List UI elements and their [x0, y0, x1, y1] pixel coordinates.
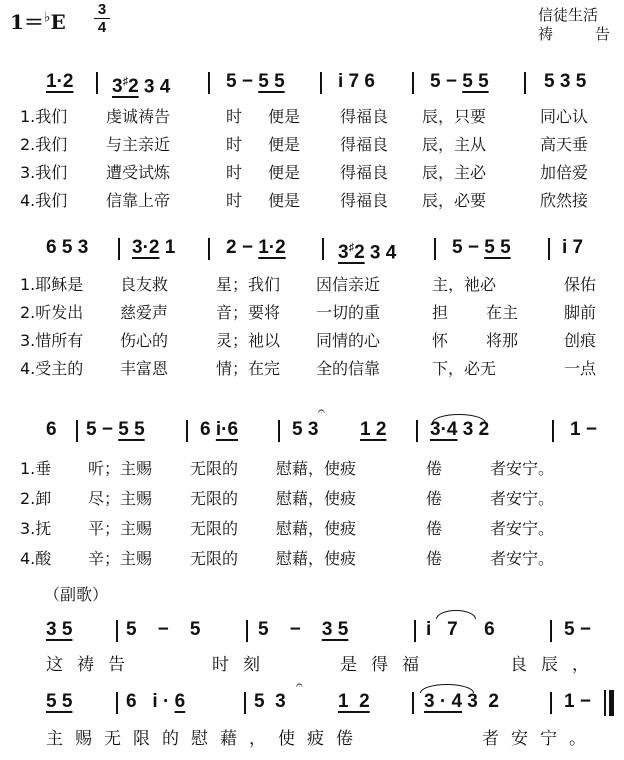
final-barline-thin	[604, 690, 606, 716]
barline	[414, 620, 416, 642]
note-group: 6 5 3	[46, 237, 89, 258]
note-group: i 7	[562, 237, 584, 258]
fermata-icon: 𝄐	[318, 404, 325, 418]
note-group: 5 3	[254, 691, 286, 712]
barline	[116, 692, 118, 714]
note-group: 3·4 3 2	[430, 419, 490, 440]
barline	[550, 692, 552, 714]
barline	[116, 620, 118, 642]
barline	[96, 72, 98, 94]
note-group: 5 − 3 5	[258, 619, 349, 640]
note-group: 5 −	[564, 619, 591, 640]
note-group: 5 3	[292, 419, 319, 440]
time-signature	[92, 2, 112, 35]
barline	[186, 420, 188, 442]
meter-bottom: 4	[97, 19, 107, 36]
note-group: 3♯2 3 4	[112, 76, 171, 98]
note-group: 1 −	[570, 419, 597, 440]
source-book: 信徒生活	[538, 6, 599, 24]
note-group: 5 − 5 5	[226, 71, 285, 92]
barline	[416, 420, 418, 442]
source-category: 祷 告	[538, 25, 610, 43]
barline	[246, 620, 248, 642]
barline	[524, 72, 526, 94]
barline	[412, 692, 414, 714]
source-credit	[538, 6, 610, 44]
note-group: 1 −	[564, 691, 591, 712]
barline	[76, 420, 78, 442]
note-group: i 7 6	[426, 619, 495, 640]
barline	[434, 238, 436, 260]
barline	[320, 72, 322, 94]
note-group: 1·2	[46, 71, 74, 92]
note-group: 5 − 5 5	[86, 419, 145, 440]
note-group: 6 i·6	[200, 419, 239, 440]
barline	[208, 72, 210, 94]
barline	[550, 620, 552, 642]
note-group: 3 · 4 3 2	[424, 691, 500, 712]
fermata-icon: 𝄐	[296, 678, 303, 692]
barline	[118, 238, 120, 260]
barline	[412, 72, 414, 94]
barline	[552, 420, 554, 442]
note-group: 3♯2 3 4	[338, 242, 397, 264]
note-group: 3·2 1	[132, 237, 176, 258]
note-group: 2 − 1·2	[226, 237, 286, 258]
final-barline-thick	[609, 690, 614, 716]
note-group: 6	[46, 419, 57, 440]
refrain-label: （副歌）	[44, 585, 109, 604]
note-group: 3 5	[46, 619, 73, 640]
barline	[548, 238, 550, 260]
note-group: 5 − 5 5	[452, 237, 511, 258]
note-group: 1 2	[338, 691, 370, 712]
note-group: 5 − 5 5	[430, 71, 489, 92]
barline	[244, 692, 246, 714]
note-group: i 7 6	[338, 71, 375, 92]
meter-top: 3	[97, 1, 107, 18]
note-group: 5 5	[46, 691, 73, 712]
note-group: 1 2	[360, 419, 387, 440]
note-group: 5 3 5	[544, 71, 587, 92]
barline	[208, 238, 210, 260]
barline	[322, 238, 324, 260]
note-group: 5 − 5	[126, 619, 201, 640]
note-group: 6 i · 6	[126, 691, 186, 712]
key-signature: 1＝♭E	[10, 9, 66, 34]
barline	[278, 420, 280, 442]
